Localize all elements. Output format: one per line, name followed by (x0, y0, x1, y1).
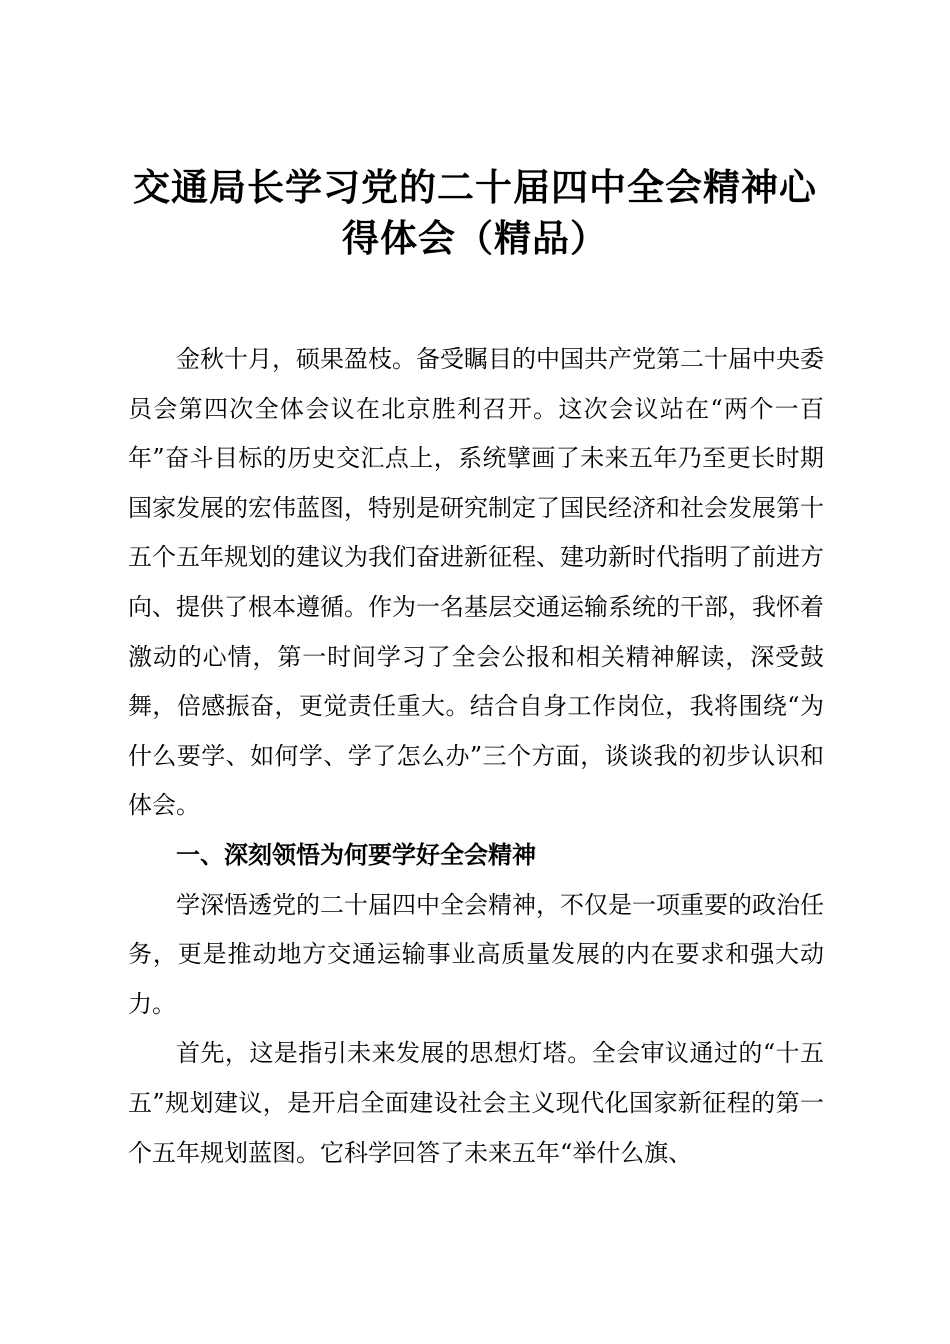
section1-paragraph-2: 首先，这是指引未来发展的思想灯塔。全会审议通过的“十五五”规划建议，是开启全面建设社会主义现代化国家新征程的第一个五年规划蓝图。它科学回答了未来五年“举什么旗、 (128, 1039, 824, 1167)
section-heading-1: 一、深刻领悟为何要学好全会精神 (176, 840, 536, 869)
document-body (128, 335, 824, 1178)
section1-paragraph-1: 学深悟透党的二十届四中全会精神，不仅是一项重要的政治任务，更是推动地方交通运输事业高质量发展的内在要求和强大动力。 (128, 890, 824, 1018)
title-line-2: 得体会（精品） (342, 217, 608, 260)
title-line-1: 交通局长学习党的二十届四中全会精神心 (133, 166, 817, 209)
intro-paragraph: 金秋十月，硕果盈枝。备受瞩目的中国共产党第二十届中央委员会第四次全体会议在北京胜利召开。这次会议站在“两个一百年”奋斗目标的历史交汇点上，系统擘画了未来五年乃至更长时期国家发展的宏伟蓝图，特别是研究制定了国民经济和社会发展第十五个五年规划的建议为我们奋进新征程、建功新时代指明了前进方向、提供了根本遵循。作为一名基层交通运输系统的干部，我怀着激动的心情，第一时间学习了全会公报和相关精神解读，深受鼓舞，倍感振奋，更觉责任重大。结合自身工作岗位，我将围绕“为什么要学、如何学、学了怎么办”三个方面，谈谈我的初步认识和体会。 (128, 345, 824, 820)
document-title (120, 162, 830, 264)
